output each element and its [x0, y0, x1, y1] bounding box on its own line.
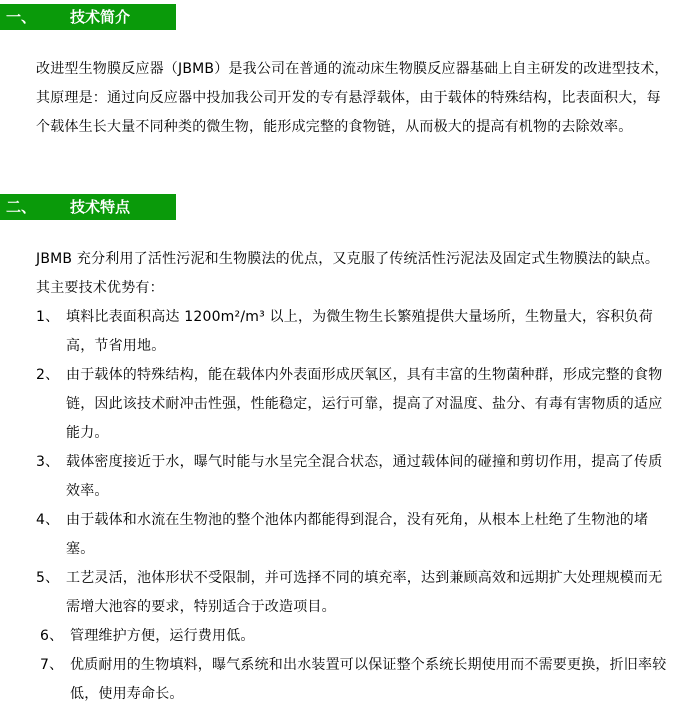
- feature-text: 载体密度接近于水，曝气时能与水呈完全混合状态，通过载体间的碰撞和剪切作用，提高了传质效率。: [66, 454, 663, 499]
- intro-paragraph: 改进型生物膜反应器（JBMB）是我公司在普通的流动床生物膜反应器基础上自主研发的改进型技术，其原理是：通过向反应器中投加我公司开发的专有悬浮载体，由于载体的特殊结构，比表面积大，每个载体生长大量不同种类的微生物，能形成完整的食物链，从而极大的提高有机物的去除效率。: [36, 61, 669, 135]
- feature-list-item: [36, 506, 671, 564]
- feature-list-item: [40, 622, 675, 651]
- section-title: 技术简介: [70, 8, 131, 26]
- feature-list-item: [40, 651, 671, 709]
- feature-text: 由于载体的特殊结构，能在载体内外表面形成厌氧区，具有丰富的生物菌种群，形成完整的食物链，因此该技术耐冲击性强，性能稳定，运行可靠，提高了对温度、盐分、有毒有害物质的适应能力。: [66, 367, 663, 441]
- feature-list-item: [36, 303, 671, 361]
- feature-index: 7、: [40, 657, 64, 673]
- feature-text: 填料比表面积高达 1200m²/m³ 以上，为微生物生长繁殖提供大量场所，生物量大，容积负荷高，节省用地。: [66, 309, 653, 354]
- section-header-features: [0, 194, 176, 220]
- feature-list-item: [36, 448, 671, 506]
- section-number: 二、: [6, 198, 37, 216]
- feature-index: 1、: [36, 309, 60, 325]
- feature-index: 5、: [36, 570, 60, 586]
- section-header-intro: [0, 4, 176, 30]
- feature-list-item: [36, 564, 671, 622]
- feature-list-item: [36, 361, 671, 448]
- feature-text: 工艺灵活，池体形状不受限制，并可选择不同的填充率，达到兼顾高效和远期扩大处理规模而无需增大池容的要求，特别适合于改造项目。: [66, 570, 663, 615]
- feature-index: 4、: [36, 512, 60, 528]
- feature-index: 2、: [36, 367, 60, 383]
- feature-text: 优质耐用的生物填料，曝气系统和出水装置可以保证整个系统长期使用而不需要更换，折旧率较低，使用寿命长。: [70, 657, 667, 702]
- features-intro-paragraph: JBMB 充分利用了活性污泥和生物膜法的优点，又克服了传统活性污泥法及固定式生物膜法的缺点。其主要技术优势有：: [36, 251, 660, 296]
- section-title: 技术特点: [70, 198, 131, 216]
- feature-text: 由于载体和水流在生物池的整个池体内都能得到混合，没有死角，从根本上杜绝了生物池的堵塞。: [66, 512, 649, 557]
- feature-index: 3、: [36, 454, 60, 470]
- feature-index: 6、: [40, 628, 64, 644]
- section-number: 一、: [6, 8, 37, 26]
- feature-text: 管理维护方便，运行费用低。: [70, 628, 255, 644]
